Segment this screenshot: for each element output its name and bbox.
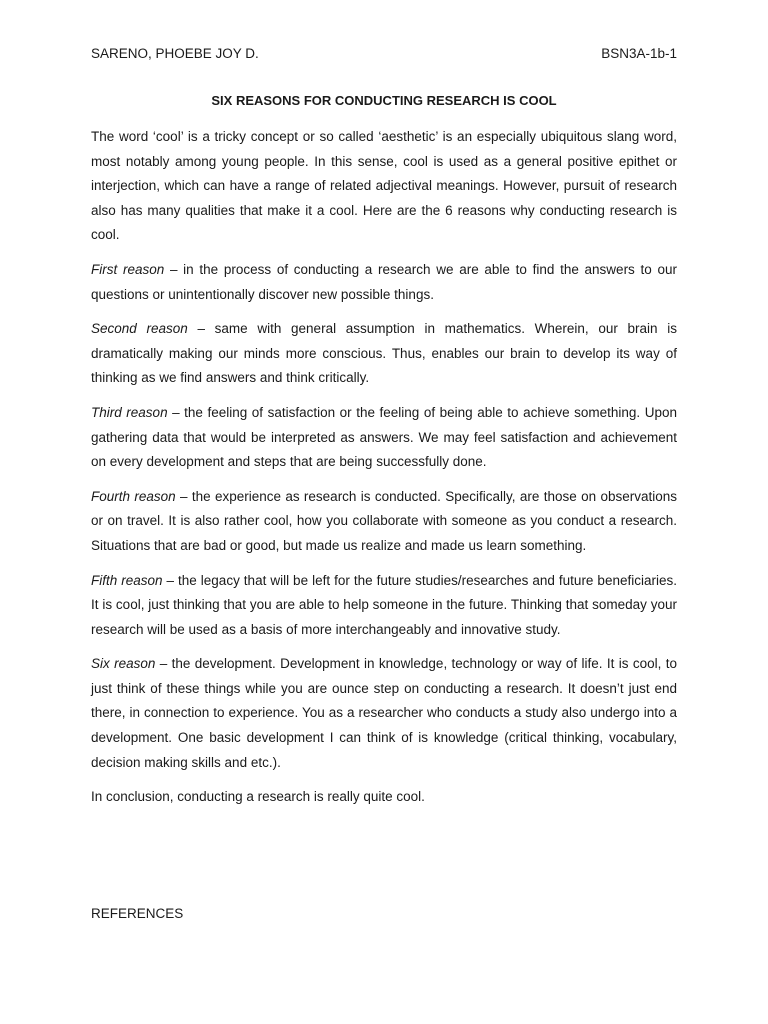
author-name: SARENO, PHOEBE JOY D. xyxy=(91,46,259,61)
fifth-reason-text: – the legacy that will be left for the future studies/researches and future beneficiaries. It is cool, just thinking that you are able to help someone in the future. Thinking that someday your research will be used as a basis of more interchangeably and innovative study. xyxy=(91,572,677,637)
first-reason-text: – in the process of conducting a research we are able to find the answers to our questions or unintentionally discover new possible things. xyxy=(91,261,677,302)
first-reason-paragraph xyxy=(91,258,677,307)
fourth-reason-label: Fourth reason xyxy=(91,488,176,504)
fourth-reason-text: – the experience as research is conducted. Specifically, are those on observations or on travel. It is also rather cool, how you collaborate with someone as you conduct a research. Situations that are bad or good, but made us realize and made us learn something. xyxy=(91,488,678,553)
intro-paragraph: The word ‘cool’ is a tricky concept or so called ‘aesthetic’ is an especially ubiquitous slang word, most notably among young people. In this sense, cool is used as a general positive epithet or interjection, which can have a range of related adjectival meanings. However, pursuit of research also has many qualities that make it a cool. Here are the 6 reasons why conducting research is cool. xyxy=(91,129,677,243)
second-reason-label: Second reason xyxy=(91,321,188,337)
third-reason-text: – the feeling of satisfaction or the feeling of being able to achieve something. Upon gathering data that would be interpreted as answers. We may feel satisfaction and achievement on every development and steps that are being successfully done. xyxy=(91,404,677,470)
third-reason-label: Third reason xyxy=(91,404,168,420)
fifth-reason-label: Fifth reason xyxy=(91,572,163,588)
sixth-reason-paragraph xyxy=(91,652,677,775)
references-heading: REFERENCES xyxy=(91,906,184,921)
fifth-reason-paragraph xyxy=(91,569,677,643)
second-reason-text: – same with general assumption in mathematics. Wherein, our brain is dramatically making our minds more conscious. Thus, enables our brain to develop its way of thinking as we find answers and think critically. xyxy=(91,321,677,386)
fourth-reason-paragraph xyxy=(91,485,677,559)
document-title: SIX REASONS FOR CONDUCTING RESEARCH IS COOL xyxy=(211,93,557,108)
first-reason-label: First reason xyxy=(91,261,165,277)
third-reason-paragraph xyxy=(91,401,677,475)
document-body xyxy=(91,125,677,820)
second-reason-paragraph xyxy=(91,317,677,391)
conclusion-paragraph: In conclusion, conducting a research is really quite cool. xyxy=(91,789,425,805)
sixth-reason-label: Six reason xyxy=(91,656,156,672)
sixth-reason-text: – the development. Development in knowledge, technology or way of life. It is cool, to just think of these things while you are ounce step on conducting a research. It doesn’t just end there, in connection to experience. You as a researcher who conducts a study also undergo into a development. One basic development I can think of is knowledge (critical thinking, vocabulary, decision making skills and etc.). xyxy=(91,656,677,770)
section-code: BSN3A-1b-1 xyxy=(601,46,677,61)
page-header xyxy=(91,45,677,63)
